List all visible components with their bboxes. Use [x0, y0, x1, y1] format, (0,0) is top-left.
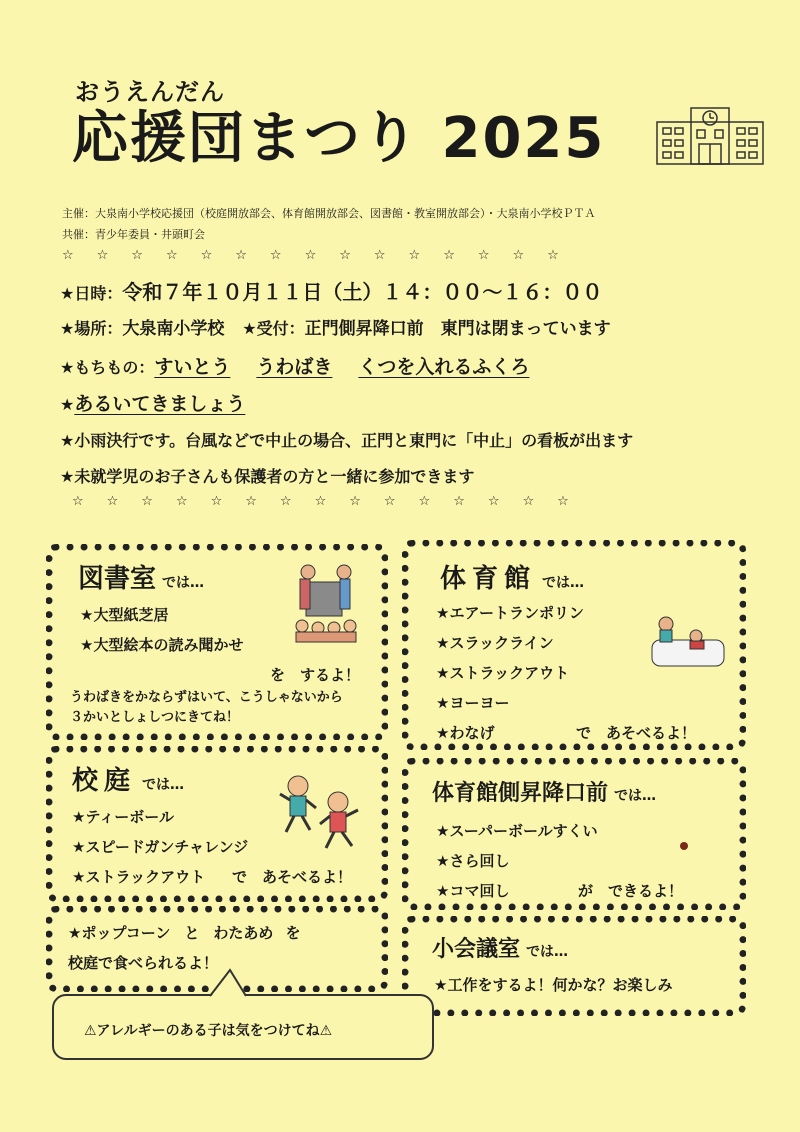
entrance-item-top-spinning: ★コマ回し: [436, 882, 510, 900]
item-indoor-shoes: うわばき: [256, 356, 333, 378]
organizer-line: 主催：大泉南小学校応援団（校庭開放部会、体育館開放部会、図書館・教室開放部会）・大泉南小学校ＰＴＡ: [62, 207, 596, 220]
library-suffix: を するよ！: [270, 666, 361, 684]
preschool-note: ★未就学児のお子さんも保護者の方と一緒に参加できます: [60, 467, 475, 486]
gym-title: 体育館 では…: [440, 564, 585, 594]
food-popcorn: ★ポップコーン: [68, 924, 171, 942]
reception-label: ★受付：: [242, 319, 305, 338]
meeting-item-craft: ★工作をするよ！何かな？お楽しみ: [434, 976, 673, 994]
schoolyard-dewa: では…: [142, 777, 185, 793]
meeting-dewa: では…: [526, 944, 569, 960]
food-to: と: [184, 924, 200, 942]
place-row: [60, 314, 611, 339]
entrance-item-plate-spinning: ★さら回し: [436, 852, 510, 870]
food-wo: を: [285, 924, 301, 942]
rain-note: ★小雨決行です。台風などで中止の場合、正門と東門に「中止」の看板が出ます: [60, 431, 634, 450]
cosponsor-line: 共催：青少年委員・井頭町会: [62, 228, 205, 241]
reception-value: 正門側昇降口前 東門は閉まっています: [304, 319, 611, 339]
running-kids-illustration-icon: [276, 772, 366, 852]
date-label: ★日時：: [60, 284, 123, 303]
schoolyard-title: 校庭 では…: [72, 766, 185, 796]
star-divider-top: ☆☆☆☆☆☆☆☆☆☆☆☆☆☆☆: [62, 248, 582, 263]
library-item-kamishibai: ★大型紙芝居: [80, 606, 169, 624]
item-shoe-bag: くつを入れるふくろ: [358, 356, 530, 378]
meeting-title: 小会議室 では…: [432, 937, 569, 962]
meeting-box: [402, 916, 746, 1016]
entrance-title: 体育館側昇降口前 では…: [432, 781, 657, 806]
walk-note: あるいてきましょう: [74, 393, 246, 415]
allergy-warning: ⚠アレルギーのある子は気をつけてね⚠: [84, 1023, 333, 1039]
library-title: 図書室 では…: [78, 564, 205, 594]
items-row: [60, 352, 529, 379]
library-note-2: ３かいとしょしつにきてね！: [70, 710, 240, 725]
trampoline-illustration-icon: [648, 612, 728, 672]
gym-item-ring-toss: ★わなげ: [436, 724, 495, 742]
star-divider-bottom: ☆☆☆☆☆☆☆☆☆☆☆☆☆☆☆: [72, 494, 592, 509]
school-building-icon: [655, 102, 765, 166]
gym-suffix: で あそべるよ！: [576, 724, 697, 742]
walk-star: ★: [60, 395, 75, 414]
entrance-dewa: では…: [614, 788, 657, 804]
date-row: [60, 276, 602, 305]
date-value: 令和７年１０月１１日（土）１４：００～１６：００: [122, 280, 603, 304]
item-water-bottle: すいとう: [154, 356, 231, 378]
bubble-tail-icon: [200, 968, 260, 998]
schoolyard-item-strike-out: ★ストラックアウト: [72, 868, 206, 886]
super-ball-icon: [680, 842, 688, 850]
place-label: ★場所：: [60, 319, 123, 338]
entrance-item-super-ball: ★スーパーボールすくい: [436, 822, 598, 840]
schoolyard-item-tee-ball: ★ティーボール: [72, 808, 174, 826]
library-dewa: では…: [162, 575, 205, 591]
gym-dewa: では…: [542, 575, 585, 591]
entrance-suffix: が できるよ！: [578, 882, 684, 900]
library-item-picture-book: ★大型絵本の読み聞かせ: [80, 636, 244, 654]
place-value: 大泉南小学校: [122, 319, 225, 339]
gym-item-slackline: ★スラックライン: [436, 634, 554, 652]
gym-item-yoyo: ★ヨーヨー: [436, 694, 510, 712]
library-note-1: うわばきをかならずはいて、こうしゃないから: [70, 690, 343, 705]
page-title: 応援団まつり 2025: [72, 106, 606, 171]
schoolyard-suffix: で あそべるよ！: [232, 868, 353, 886]
gym-item-air-trampoline: ★エアートランポリン: [436, 604, 584, 622]
schoolyard-item-speed-gun: ★スピードガンチャレンジ: [72, 838, 249, 856]
walk-row: [60, 389, 245, 416]
items-label: ★もちもの：: [60, 358, 155, 377]
title-ruby: おうえんだん: [75, 78, 225, 106]
food-line-2: 校庭で食べられるよ！: [68, 954, 219, 972]
storytelling-illustration-icon: [288, 560, 368, 644]
food-line-1: [68, 922, 300, 943]
food-cotton-candy: わたあめ: [213, 924, 274, 942]
gym-item-strike-out: ★ストラックアウト: [436, 664, 570, 682]
